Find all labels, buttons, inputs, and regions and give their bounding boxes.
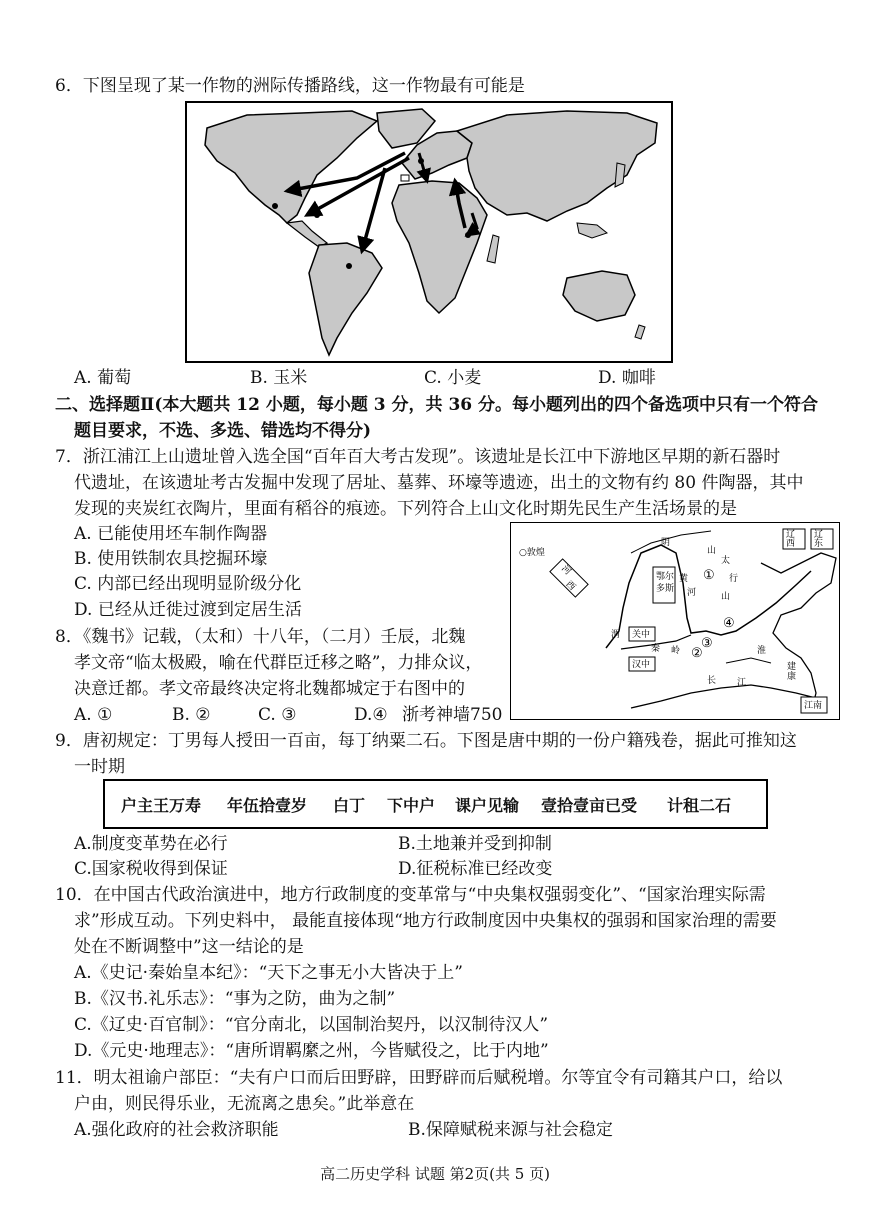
record-age: 年伍拾壹岁 <box>227 796 308 815</box>
map-label-liaodong: 辽 <box>814 530 824 540</box>
q8-option-c[interactable]: C. ③ <box>258 705 297 725</box>
q7-option-d[interactable]: D. 已经从迁徙过渡到定居生活 <box>74 600 302 620</box>
map-marker-3: ③ <box>701 636 713 651</box>
record-household-grade: 下中户 <box>387 796 436 815</box>
q9-option-b[interactable]: B.土地兼并受到抑制 <box>398 834 552 854</box>
record-status: 白丁 <box>333 796 366 815</box>
north-america <box>205 111 377 223</box>
map-marker-4: ④ <box>723 616 735 631</box>
map-label-hexi-1: 河 <box>559 563 573 578</box>
australia <box>563 271 635 321</box>
south-america <box>309 243 382 355</box>
svg-text:黄: 黄 <box>679 574 689 584</box>
q10-option-c[interactable]: C.《辽史·百官制》：“官分南北，以国制治契丹，以汉制待汉人” <box>74 1015 549 1035</box>
svg-text:多斯: 多斯 <box>656 584 675 594</box>
q11-option-b[interactable]: B.保障赋税来源与社会稳定 <box>408 1120 613 1140</box>
china-map-figure <box>510 522 840 720</box>
record-owner: 户主王万寿 <box>121 796 202 815</box>
svg-text:山: 山 <box>721 592 731 602</box>
q8-line2: 孝文帝“临太极殿，喻在代群臣迁移之略”，力排众议， <box>74 653 483 673</box>
record-tax-status: 课户见输 <box>455 796 520 815</box>
map-label-jiangnan: 江南 <box>804 701 823 711</box>
q7-option-c[interactable]: C. 内部已经出现明显阶级分化 <box>74 574 302 594</box>
q6-option-d[interactable]: D. 咖啡 <box>598 368 656 388</box>
svg-text:行: 行 <box>729 574 739 584</box>
q6-stem: 6．下图呈现了某一作物的洲际传播路线，这一作物最有可能是 <box>55 76 525 96</box>
q10-line2: 求”形成互动。下列史料中， 最能直接体现“地方行政制度因中央集权的强弱和国家治理的需要 <box>74 911 777 931</box>
q8-option-a[interactable]: A. ① <box>74 705 113 725</box>
q10-option-a[interactable]: A.《史记·秦始皇本纪》：“天下之事无小大皆决于上” <box>74 963 463 983</box>
coastline <box>761 553 836 713</box>
q7-option-b[interactable]: B. 使用铁制农具挖掘环壕 <box>74 549 268 569</box>
map-label-hanzhong: 汉中 <box>632 660 651 670</box>
map-label-guanzhong: 关中 <box>632 630 651 640</box>
world-map-svg <box>187 103 671 361</box>
record-rent: 计租二石 <box>667 796 732 815</box>
svg-text:秦: 秦 <box>651 644 661 654</box>
q7-line3: 发现的夹炭红衣陶片，里面有稻谷的痕迹。下列符合上山文化时期先民生产生活场景的是 <box>74 499 737 519</box>
q9-line1: 9．唐初规定：丁男每人授田一百亩，每丁纳粟二石。下图是唐中期的一份户籍残卷，据此可推知这 <box>55 731 797 751</box>
q6-option-a[interactable]: A. 葡萄 <box>74 368 132 388</box>
q11-line2: 户由，则民得乐业，无流离之患矣。”此举意在 <box>74 1094 415 1114</box>
q6-options <box>74 366 754 390</box>
q10-option-d[interactable]: D.《元史·地理志》：“唐所谓羁縻之州，今皆赋役之，比于内地” <box>74 1041 549 1061</box>
world-map-figure <box>185 101 673 363</box>
svg-text:西: 西 <box>786 539 796 549</box>
svg-text:淮: 淮 <box>757 646 767 656</box>
map-marker-2: ② <box>691 646 703 661</box>
asia <box>457 111 657 221</box>
svg-text:山: 山 <box>707 546 717 556</box>
record-land: 壹拾壹亩已受 <box>541 796 638 815</box>
svg-text:东: 东 <box>814 539 824 549</box>
q10-line1: 10．在中国古代政治演进中，地方行政制度的变革常与“中央集权强弱变化”、“国家治理实际需 <box>55 885 766 905</box>
section2-heading-line2: 题目要求，不选、多选、错选均不得分) <box>74 421 372 441</box>
q9-option-a[interactable]: A.制度变革势在必行 <box>74 834 228 854</box>
section2-heading-line1: 二、选择题Ⅱ(本大题共 12 小题，每小题 3 分，共 36 分。每小题列出的四个备选项中只有一个符合 <box>55 395 819 415</box>
svg-text:江: 江 <box>737 678 747 688</box>
q6-option-c[interactable]: C. 小麦 <box>424 368 482 388</box>
map-label-hexi-2: 西 <box>563 579 577 593</box>
q8-option-d[interactable]: D.④ <box>354 705 388 725</box>
q8-options <box>74 703 514 727</box>
q8-option-b[interactable]: B. ② <box>172 705 211 725</box>
q9-option-d[interactable]: D.征税标准已经改变 <box>398 859 553 879</box>
china-map-svg <box>511 523 839 719</box>
africa <box>392 181 487 313</box>
svg-text:太: 太 <box>721 556 731 566</box>
q8-watermark: 浙考神墙750 <box>402 705 503 725</box>
map-label-ordos: 鄂尔 <box>656 572 675 582</box>
q10-option-b[interactable]: B.《汉书.礼乐志》：“事为之防，曲为之制” <box>74 989 396 1009</box>
q10-line3: 处在不断调整中”这一结论的是 <box>74 937 304 957</box>
label-box-hexi <box>549 559 588 598</box>
q6-option-b[interactable]: B. 玉米 <box>250 368 308 388</box>
q11-option-a[interactable]: A.强化政府的社会救济职能 <box>74 1120 279 1140</box>
q7-line1: 7．浙江浦江上山遗址曾入选全国“百年百大考古发现”。该遗址是长江中下游地区早期的新石器时 <box>55 447 781 467</box>
svg-text:河: 河 <box>687 588 697 598</box>
svg-text:岭: 岭 <box>671 646 681 656</box>
map-label-dunhuang: ○敦煌 <box>519 548 545 558</box>
page-footer: 高二历史学科 试题 第2页(共 5 页) <box>320 1165 550 1183</box>
svg-text:渭: 渭 <box>611 630 621 640</box>
svg-text:阴: 阴 <box>661 538 671 548</box>
q9-line2: 一时期 <box>74 757 125 777</box>
yangtze-river <box>631 685 816 708</box>
q7-line2: 代遗址，在该遗址考古发掘中发现了居址、墓葬、环壕等遗迹，出土的文物有约 80 件陶器，其中 <box>74 473 804 493</box>
svg-text:康: 康 <box>787 672 797 682</box>
central-america <box>287 221 327 247</box>
svg-text:建: 建 <box>787 662 797 672</box>
q7-option-a[interactable]: A. 已能使用坯车制作陶器 <box>74 524 268 544</box>
q8-line1: 8．《魏书》记载，（太和）十八年，（二月）壬辰，北魏 <box>55 627 466 647</box>
q8-line3: 决意迁都。孝文帝最终决定将北魏都城定于右图中的 <box>74 679 465 699</box>
household-register-box <box>103 779 768 829</box>
q11-line1: 11．明太祖谕户部臣：“夫有户口而后田野辟，田野辟而后赋税增。尔等宜令有司籍其户口，给以 <box>55 1068 783 1088</box>
map-marker-1: ① <box>703 568 715 583</box>
q9-option-c[interactable]: C.国家税收得到保证 <box>74 859 228 879</box>
map-label-liaoxi: 辽 <box>786 530 796 540</box>
svg-text:长: 长 <box>707 676 717 686</box>
